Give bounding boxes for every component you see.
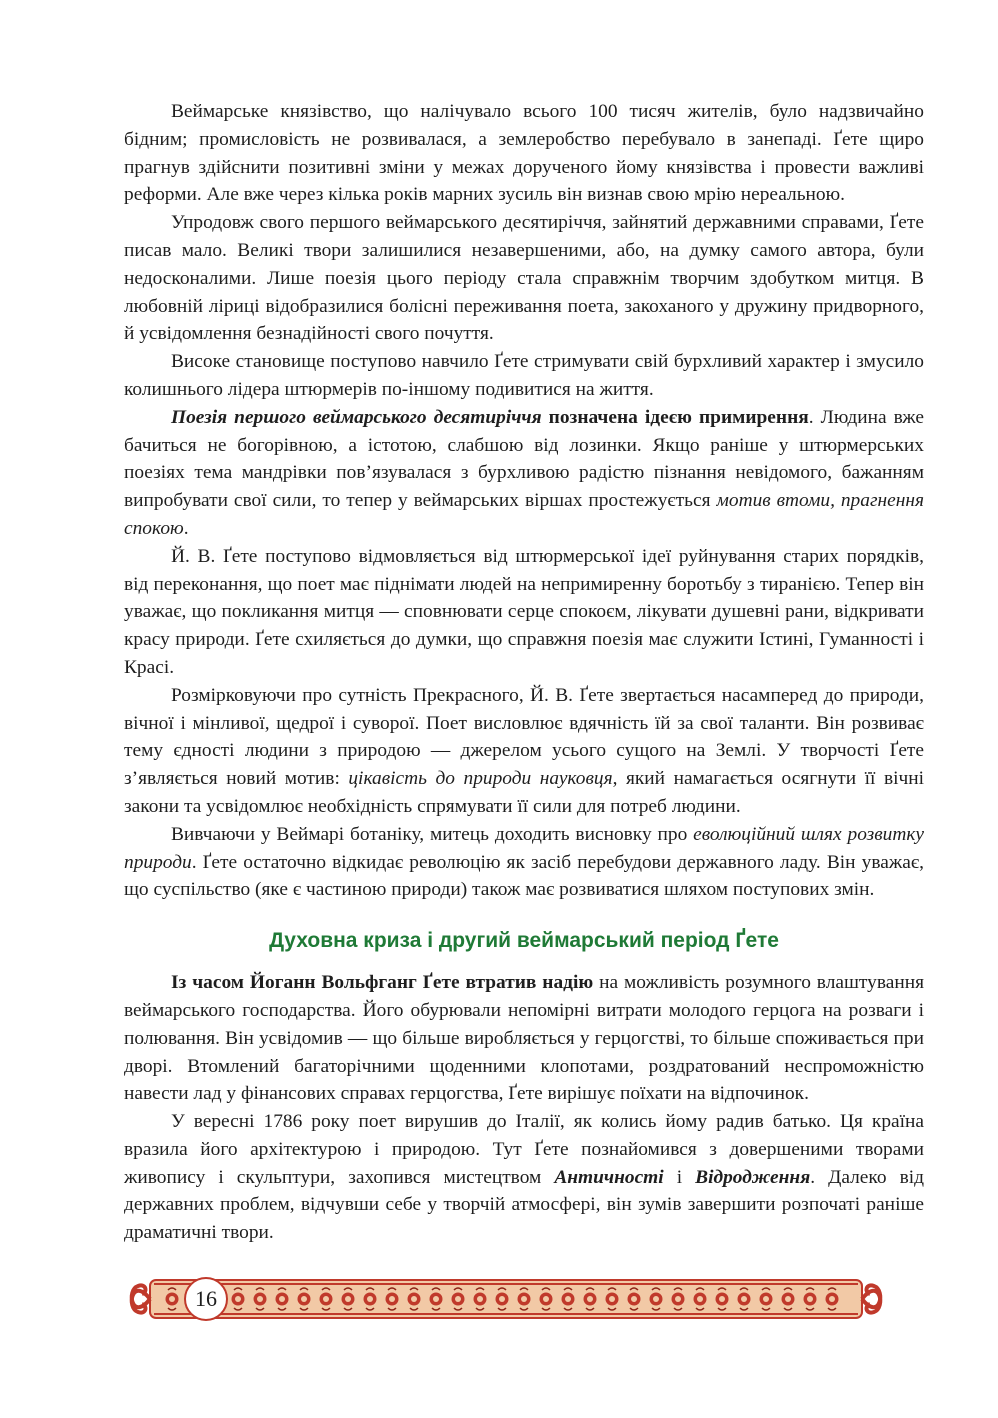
ornament-motif bbox=[521, 1296, 527, 1302]
emphasis-text: Античності bbox=[554, 1166, 664, 1188]
ornament-motif bbox=[719, 1296, 725, 1302]
paragraph bbox=[124, 682, 924, 821]
paragraph bbox=[124, 543, 924, 682]
ornament-motif bbox=[323, 1296, 329, 1302]
text-run: і bbox=[663, 1166, 696, 1188]
page-footer bbox=[124, 1268, 889, 1330]
ornament-border bbox=[124, 1268, 889, 1330]
ornament-motif bbox=[345, 1296, 351, 1302]
emphasis-text: Поезія першого веймарського десятиріччя bbox=[171, 406, 542, 428]
ornament-motif bbox=[169, 1296, 175, 1302]
ornament-motif bbox=[455, 1296, 461, 1302]
text-run: . bbox=[183, 517, 189, 539]
paragraph bbox=[124, 98, 924, 209]
ornament-motif bbox=[499, 1296, 505, 1302]
text-run: Високе становище поступово навчило Ґете стримувати свій бурхливий характер і змусило колишнього лідера штюрмерів по-іншому подивитися на життя. bbox=[124, 351, 924, 400]
paragraph bbox=[124, 1108, 924, 1247]
text-run: , який намагається осягнути її вічні закони та усвідомлює необхідність спрямувати її сили для потреб людини. bbox=[124, 768, 924, 817]
ornament-motif bbox=[433, 1296, 439, 1302]
text-run bbox=[542, 407, 549, 428]
section-body-text bbox=[124, 969, 924, 1247]
emphasis-text: Із часом Йоганн Вольфганг Ґете втратив надію bbox=[171, 972, 594, 994]
paragraph bbox=[124, 348, 924, 404]
emphasis-text: позначена ідеєю примирення bbox=[548, 406, 809, 428]
ornament-motif bbox=[631, 1296, 637, 1302]
ornament-motif bbox=[763, 1296, 769, 1302]
text-run: Розмірковуючи про сутність Прекрасного, Й. В. Ґете звертається насамперед до природи, вічної і мінливої, щедрої і суворої. Поет висловлює вдячність їй за свої таланти. Він розвиває тему єдності людини з природою — джерелом усього сущого на Землі. У творчості Ґете з’являється новий мотив: bbox=[124, 684, 924, 790]
body-text bbox=[124, 98, 924, 904]
emphasis-text: еволюційний шлях розвитку природи bbox=[124, 823, 924, 873]
ornament-motif bbox=[741, 1296, 747, 1302]
text-run: Упродовж свого першого веймарського десятиріччя, зайнятий державними справами, Ґете писав мало. Великі твори залишилися незавершеними, або, на думку самого автора, були недосконалими. Лише поезія цього періоду стала справжнім творчим здобутком митця. В любовній ліриці відобразилися болісні переживання поета, закоханого у дружину придворного, й усвідомлення безнадійності свого почуття. bbox=[124, 212, 924, 345]
paragraph bbox=[124, 209, 924, 348]
ornament-motif bbox=[411, 1296, 417, 1302]
text-run: . Ґете остаточно відкидає революцію як засіб перебудови державного ладу. Він уважає, що суспільство (яке є частиною природи) також має розвиватися шляхом поступових змін. bbox=[124, 851, 924, 901]
ornament-motif bbox=[697, 1296, 703, 1302]
ornament-motif bbox=[785, 1296, 791, 1302]
ornament-motif bbox=[477, 1296, 483, 1302]
paragraph bbox=[124, 969, 924, 1108]
emphasis-text: цікавість до природи науковця bbox=[348, 768, 613, 790]
paragraph bbox=[124, 404, 924, 543]
text-run: У вересні 1786 року поет вирушив до Італії, як колись йому радив батько. Ця країна вразила його архітектурою і природою. Тут Ґете познайомився з довершеними творами живопису і скульптури, захопився мистецтвом bbox=[124, 1111, 924, 1188]
text-run: . Людина вже бачиться не богорівною, а істотою, слабшою від лозинки. Якщо раніше у штюрмерських поезіях тема мандрівки пов’язувалася з бурхливою радістю пізнання невідомого, бажанням випробувати свої сили, то тепер у веймарських віршах простежується bbox=[124, 406, 924, 512]
ornament-motif bbox=[257, 1296, 263, 1302]
text-run: Вивчаючи у Веймарі ботаніку, митець доходить висновку про bbox=[171, 823, 694, 845]
page-number: 16 bbox=[188, 1281, 224, 1317]
ornament-motif bbox=[301, 1296, 307, 1302]
ornament-motif bbox=[675, 1296, 681, 1302]
text-run: . Далеко від державних проблем, відчувши себе у творчій атмосфері, він зумів завершити розпочаті раніше драматичні твори. bbox=[124, 1166, 924, 1244]
text-run: Й. В. Ґете поступово відмовляється від штюрмерської ідеї руйнування старих порядків, від переконання, що поет має піднімати людей на непримиренну боротьбу з тиранією. Тепер він уважає, що покликання митця — сповнювати серце спокоєм, лікувати душевні рани, відкривати красу природи. Ґете схиляється до думки, що справжня поезія має служити Істині, Гуманності і Красі. bbox=[124, 545, 924, 678]
section-heading: Духовна криза і другий веймарський період Ґете bbox=[269, 929, 779, 953]
ornament-motif bbox=[367, 1296, 373, 1302]
emphasis-text: Відродження bbox=[695, 1166, 811, 1188]
ornament-motif bbox=[807, 1296, 813, 1302]
ornament-motif bbox=[235, 1296, 241, 1302]
page-content bbox=[124, 98, 924, 1247]
emphasis-text: мотив втоми, прагнення спокою bbox=[124, 490, 924, 539]
ornament-motif bbox=[279, 1296, 285, 1302]
ornament-motif bbox=[587, 1296, 593, 1302]
paragraph bbox=[124, 821, 924, 904]
ornament-motif bbox=[389, 1296, 395, 1302]
ornament-motif bbox=[609, 1296, 615, 1302]
text-run: на можливість розумного влаштування веймарського господарства. Його обурювали непомірні витрати молодого герцога на розваги і полювання. Він усвідомив — що більше виробляється у герцогстві, то більше споживається при дворі. Втомлений багаторічними щоденними клопотами, роздратований неспроможністю навести лад у фінансових справах герцогства, Ґете вирішує поїхати на відпочинок. bbox=[124, 972, 924, 1105]
ornament-motif bbox=[653, 1296, 659, 1302]
text-run: Веймарське князівство, що налічувало всього 100 тисяч жителів, було надзвичайно бідним; промисловість не розвивалася, а землеробство перебувало в занепаді. Ґете щиро прагнув здійснити позитивні зміни у межах дорученого йому князівства і провести важливі реформи. Але вже через кілька років марних зусиль він визнав свою мрію нереальною. bbox=[124, 101, 924, 206]
ornament-motif bbox=[829, 1296, 835, 1302]
ornament-motif bbox=[543, 1296, 549, 1302]
ornament-motif bbox=[565, 1296, 571, 1302]
